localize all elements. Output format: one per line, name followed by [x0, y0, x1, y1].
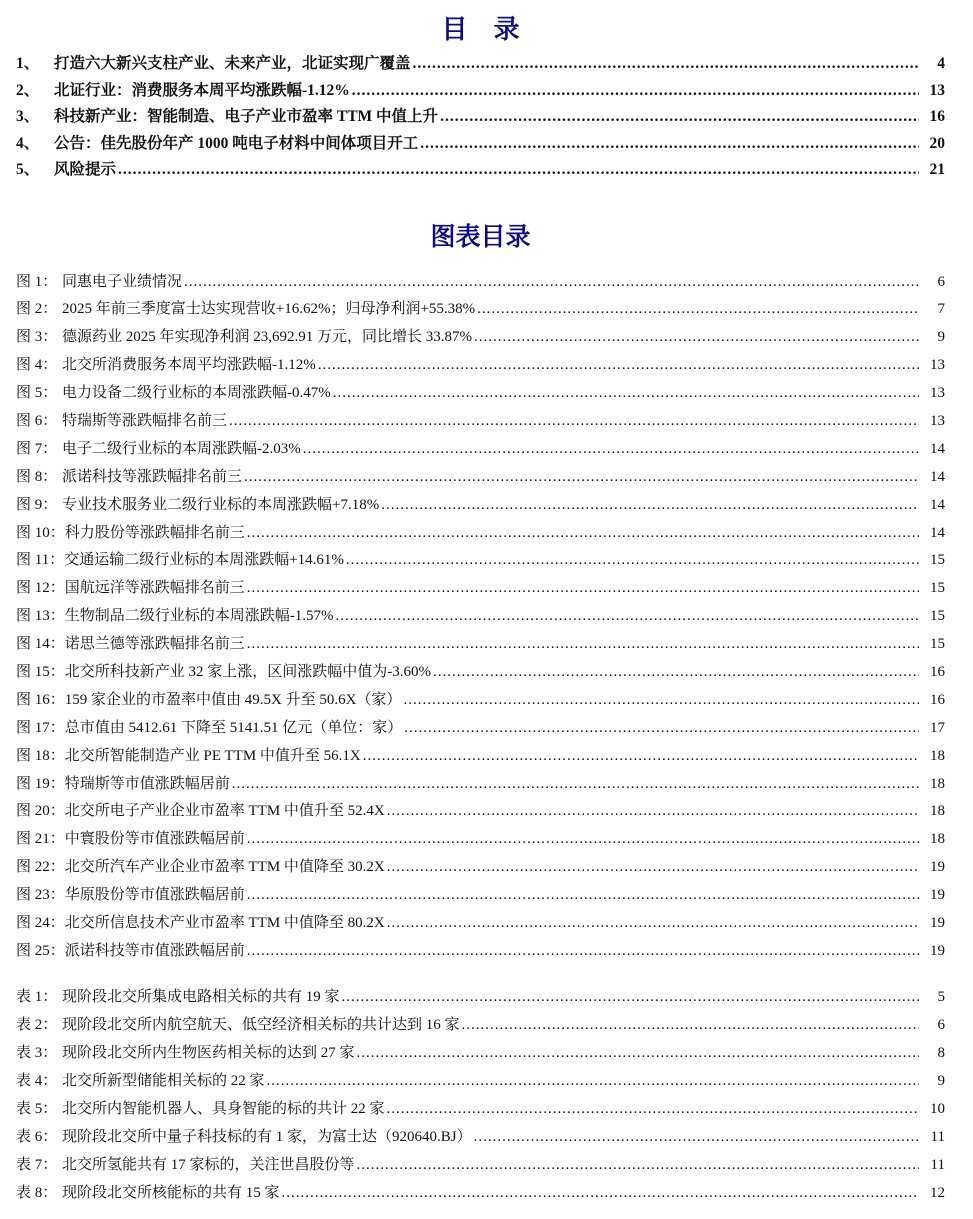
- entry-title: 北交所电子产业企业市盈率 TTM 中值升至 52.4X: [64, 803, 385, 820]
- dot-leader: [267, 1073, 919, 1090]
- dot-leader: [247, 636, 919, 653]
- entry-number: 5、: [16, 161, 40, 178]
- figure-entry[interactable]: [16, 465, 945, 493]
- table-entry[interactable]: [16, 985, 945, 1013]
- entry-number: 表 6：: [16, 1128, 58, 1145]
- entry-title: 北证行业：消费服务本周平均涨跌幅-1.12%: [54, 81, 350, 99]
- dot-leader: [346, 552, 919, 569]
- toc-list: [16, 51, 945, 184]
- dot-leader: [232, 776, 919, 793]
- entry-page-number: 12: [930, 1184, 945, 1201]
- entry-number: 图 16：: [16, 691, 65, 708]
- entry-number: 图 6：: [16, 412, 58, 429]
- entry-title: 现阶段北交所内生物医药相关标的达到 27 家: [62, 1044, 355, 1061]
- entry-number: 表 8：: [16, 1184, 58, 1201]
- entry-title: 中寰股份等市值涨跌幅居前: [64, 831, 245, 848]
- entry-page-number: 5: [937, 988, 945, 1005]
- entry-title: 国航远洋等涨跌幅排名前三: [64, 580, 245, 597]
- dot-leader: [247, 943, 919, 960]
- toc-title: 目 录: [441, 15, 520, 44]
- entry-number: 表 1：: [16, 988, 58, 1005]
- entry-number: 图 11：: [16, 552, 65, 569]
- entry-page-number: 14: [930, 440, 945, 457]
- dot-leader: [336, 608, 919, 625]
- dot-leader: [420, 135, 919, 153]
- dot-leader: [282, 1185, 919, 1202]
- entry-title: 北交所新型储能相关标的 22 家: [62, 1072, 265, 1089]
- figure-entry[interactable]: [16, 325, 945, 353]
- dot-leader: [357, 1157, 919, 1174]
- entry-number: 表 4：: [16, 1072, 58, 1089]
- entry-title: 华原股份等市值涨跌幅居前: [64, 887, 245, 904]
- dot-leader: [462, 1017, 919, 1034]
- entry-page-number: 19: [930, 859, 945, 876]
- entry-title: 北交所智能制造产业 PE TTM 中值升至 56.1X: [64, 747, 361, 764]
- dot-leader: [387, 1101, 919, 1118]
- entry-title: 派诺科技等涨跌幅排名前三: [62, 468, 243, 485]
- entry-page-number: 19: [930, 914, 945, 931]
- figure-entry[interactable]: [16, 855, 945, 883]
- entry-title: 科力股份等涨跌幅排名前三: [64, 524, 245, 541]
- dot-leader: [333, 385, 919, 402]
- entry-number: 图 1：: [16, 273, 58, 290]
- entry-title: 风险提示: [54, 161, 117, 178]
- entry-number: 2、: [16, 81, 40, 99]
- entry-title: 北交所氢能共有 17 家标的，关注世昌股份等: [62, 1156, 355, 1173]
- dot-leader: [247, 831, 919, 848]
- entry-number: 图 7：: [16, 440, 58, 457]
- dot-leader: [357, 1045, 919, 1062]
- entry-page-number: 13: [930, 385, 945, 402]
- dot-leader: [403, 692, 919, 709]
- figure-entry[interactable]: [16, 799, 945, 827]
- entry-number: 图 3：: [16, 329, 58, 346]
- entry-title: 2025 年前三季度富士达实现营收+16.62%；归母净利润+55.38%: [62, 301, 476, 318]
- entry-page-number: 19: [930, 887, 945, 904]
- entry-number: 图 25：: [16, 942, 65, 959]
- entry-page-number: 16: [929, 108, 945, 125]
- entry-page-number: 19: [930, 942, 945, 959]
- entry-title: 北交所汽车产业企业市盈率 TTM 中值降至 30.2X: [64, 859, 385, 876]
- entry-page-number: 4: [937, 55, 945, 72]
- figure-entry[interactable]: [16, 660, 945, 688]
- dot-leader: [433, 664, 919, 681]
- figure-entry[interactable]: [16, 772, 945, 800]
- entry-title: 派诺科技等市值涨跌幅居前: [64, 942, 245, 959]
- figure-entry[interactable]: [16, 716, 945, 744]
- entry-title: 北交所科技新产业 32 家上涨，区间涨跌幅中值为-3.60%: [64, 663, 432, 680]
- entry-title: 北交所信息技术产业市盈率 TTM 中值降至 80.2X: [64, 914, 385, 931]
- dot-leader: [229, 413, 919, 430]
- entry-title: 现阶段北交所核能标的共有 15 家: [62, 1184, 280, 1201]
- figure-entry[interactable]: [16, 297, 945, 325]
- toc-entry[interactable]: [16, 104, 945, 131]
- entry-title: 生物制品二级行业标的本周涨跌幅-1.57%: [64, 608, 334, 625]
- table-entry[interactable]: [16, 1181, 945, 1209]
- entry-number: 图 19：: [16, 775, 65, 792]
- entry-page-number: 9: [937, 329, 945, 346]
- entry-number: 表 7：: [16, 1156, 58, 1173]
- entry-page-number: 15: [930, 580, 945, 597]
- entry-number: 图 5：: [16, 385, 58, 402]
- toc-entry[interactable]: [16, 157, 945, 184]
- entry-title: 同惠电子业绩情况: [62, 273, 183, 290]
- entry-page-number: 13: [929, 81, 945, 99]
- entry-page-number: 10: [930, 1100, 945, 1117]
- dot-leader: [247, 525, 919, 542]
- figure-entry[interactable]: [16, 939, 945, 967]
- figure-entry[interactable]: [16, 744, 945, 772]
- dot-leader: [477, 301, 919, 318]
- entry-title: 德源药业 2025 年实现净利润 23,692.91 万元，同比增长 33.87%: [62, 329, 472, 346]
- entry-page-number: 11: [930, 1156, 945, 1173]
- entry-page-number: 21: [929, 161, 945, 178]
- dot-leader: [474, 1129, 919, 1146]
- dot-leader: [352, 82, 919, 100]
- entry-page-number: 13: [930, 357, 945, 374]
- entry-page-number: 14: [930, 468, 945, 485]
- entry-page-number: 13: [930, 412, 945, 429]
- toc-entry[interactable]: [16, 51, 945, 78]
- figure-entry[interactable]: [16, 270, 945, 298]
- entry-number: 图 12：: [16, 580, 65, 597]
- entry-number: 图 20：: [16, 803, 65, 820]
- table-entry[interactable]: [16, 1125, 945, 1153]
- figure-entry[interactable]: [16, 437, 945, 465]
- entry-page-number: 15: [930, 608, 945, 625]
- figure-entry[interactable]: [16, 521, 945, 549]
- entry-number: 图 21：: [16, 831, 65, 848]
- dot-leader: [440, 108, 919, 126]
- dot-leader: [413, 55, 919, 73]
- entry-number: 图 13：: [16, 608, 65, 625]
- dot-leader: [342, 989, 919, 1006]
- entry-title: 科技新产业：智能制造、电子产业市盈率 TTM 中值上升: [54, 108, 439, 125]
- figure-entry[interactable]: [16, 576, 945, 604]
- entry-page-number: 9: [937, 1072, 945, 1089]
- entry-page-number: 16: [930, 663, 945, 680]
- entry-title: 打造六大新兴支柱产业、未来产业，北证实现广覆盖: [54, 55, 411, 72]
- entry-number: 表 5：: [16, 1100, 58, 1117]
- figure-entry[interactable]: [16, 493, 945, 521]
- dot-leader: [404, 720, 919, 737]
- figure-entry[interactable]: [16, 883, 945, 911]
- entry-title: 159 家企业的市盈率中值由 49.5X 升至 50.6X（家）: [64, 691, 402, 708]
- entry-number: 图 23：: [16, 887, 65, 904]
- table-entry[interactable]: [16, 1041, 945, 1069]
- entry-page-number: 20: [929, 134, 945, 152]
- entry-number: 图 15：: [16, 663, 65, 680]
- entry-number: 图 2：: [16, 301, 58, 318]
- entry-page-number: 14: [930, 524, 945, 541]
- entry-title: 现阶段北交所内航空航天、低空经济相关标的共计达到 16 家: [62, 1016, 460, 1033]
- entry-title: 现阶段北交所中量子科技标的有 1 家，为富士达（920640.BJ）: [62, 1128, 472, 1145]
- entry-number: 图 22：: [16, 859, 65, 876]
- entry-page-number: 6: [937, 1016, 945, 1033]
- entry-page-number: 18: [930, 803, 945, 820]
- figure-entry[interactable]: [16, 632, 945, 660]
- dot-leader: [318, 357, 919, 374]
- entry-title: 北交所内智能机器人、具身智能的标的共计 22 家: [62, 1100, 385, 1117]
- entry-page-number: 17: [930, 719, 945, 736]
- entry-title: 特瑞斯等涨跌幅排名前三: [62, 412, 228, 429]
- entry-page-number: 18: [930, 775, 945, 792]
- entry-title: 总市值由 5412.61 下降至 5141.51 亿元（单位：家）: [64, 719, 403, 736]
- dot-leader: [184, 274, 919, 291]
- table-entry[interactable]: [16, 1097, 945, 1125]
- dot-leader: [247, 887, 919, 904]
- table-entry[interactable]: [16, 1153, 945, 1181]
- entry-title: 北交所消费服务本周平均涨跌幅-1.12%: [62, 357, 316, 374]
- figure-entry[interactable]: [16, 409, 945, 437]
- entry-number: 表 3：: [16, 1044, 58, 1061]
- figures-title: 图表目录: [430, 223, 531, 251]
- entry-title: 专业技术服务业二级行业标的本周涨跌幅+7.18%: [62, 496, 380, 513]
- entry-number: 图 17：: [16, 719, 65, 736]
- dot-leader: [387, 803, 919, 820]
- dot-leader: [387, 915, 919, 932]
- entry-page-number: 8: [937, 1044, 945, 1061]
- dot-leader: [387, 859, 919, 876]
- entry-number: 图 10：: [16, 524, 65, 541]
- entry-number: 表 2：: [16, 1016, 58, 1033]
- dot-leader: [474, 329, 919, 346]
- entry-number: 图 24：: [16, 914, 65, 931]
- toc-entry[interactable]: [16, 131, 945, 158]
- entry-page-number: 18: [930, 747, 945, 764]
- entry-title: 诺思兰德等涨跌幅排名前三: [64, 636, 245, 653]
- entry-title: 特瑞斯等市值涨跌幅居前: [64, 775, 230, 792]
- entry-page-number: 15: [930, 552, 945, 569]
- dot-leader: [381, 497, 919, 514]
- entry-number: 1、: [16, 55, 40, 72]
- entry-page-number: 6: [937, 273, 945, 290]
- dot-leader: [303, 441, 919, 458]
- entry-number: 图 4：: [16, 357, 58, 374]
- dot-leader: [247, 580, 919, 597]
- figures-list: [16, 270, 945, 967]
- entry-title: 现阶段北交所集成电路相关标的共有 19 家: [62, 988, 340, 1005]
- table-entry[interactable]: [16, 1069, 945, 1097]
- figure-entry[interactable]: [16, 353, 945, 381]
- dot-leader: [118, 161, 919, 179]
- entry-number: 4、: [16, 134, 40, 152]
- entry-number: 图 14：: [16, 636, 65, 653]
- entry-number: 图 8：: [16, 468, 58, 485]
- tables-list: [16, 985, 945, 1209]
- entry-page-number: 16: [930, 691, 945, 708]
- entry-page-number: 11: [930, 1128, 945, 1145]
- entry-page-number: 18: [930, 831, 945, 848]
- figure-entry[interactable]: [16, 604, 945, 632]
- entry-page-number: 15: [930, 636, 945, 653]
- figure-entry[interactable]: [16, 381, 945, 409]
- table-entry[interactable]: [16, 1013, 945, 1041]
- entry-title: 电子二级行业标的本周涨跌幅-2.03%: [62, 440, 301, 457]
- entry-page-number: 7: [937, 301, 945, 318]
- entry-page-number: 14: [930, 496, 945, 513]
- figure-entry[interactable]: [16, 688, 945, 716]
- entry-number: 图 9：: [16, 496, 58, 513]
- figure-entry[interactable]: [16, 911, 945, 939]
- entry-number: 图 18：: [16, 747, 65, 764]
- dot-leader: [244, 469, 919, 486]
- figure-entry[interactable]: [16, 827, 945, 855]
- figure-entry[interactable]: [16, 548, 945, 576]
- dot-leader: [363, 748, 919, 765]
- entry-title: 电力设备二级行业标的本周涨跌幅-0.47%: [62, 385, 331, 402]
- entry-title: 交通运输二级行业标的本周涨跌幅+14.61%: [64, 552, 344, 569]
- entry-title: 公告：佳先股份年产 1000 吨电子材料中间体项目开工: [54, 134, 419, 152]
- entry-number: 3、: [16, 108, 40, 125]
- toc-entry[interactable]: [16, 78, 945, 105]
